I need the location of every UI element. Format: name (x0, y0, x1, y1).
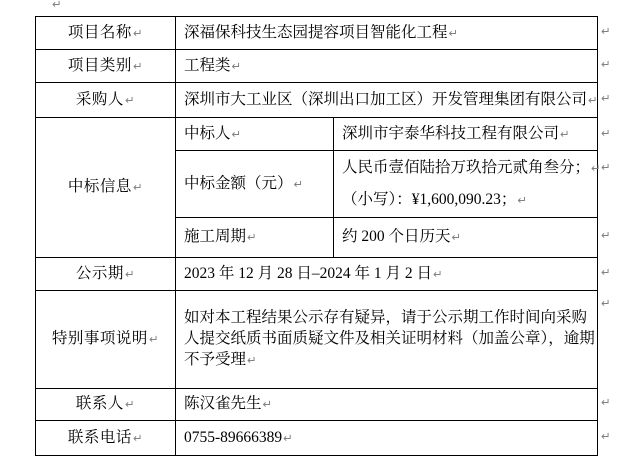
paragraph-mark-icon: ↵ (433, 266, 443, 281)
row-end-mark-icon: ↵ (601, 429, 611, 443)
contact-person-label: 联系人 (75, 395, 124, 413)
project-type-label-cell (36, 50, 176, 83)
winner-label: 中标人 (184, 124, 231, 142)
paragraph-mark-icon: ↵ (247, 352, 257, 367)
construction-period-label-cell (176, 218, 334, 258)
project-type-value: 工程类 (184, 56, 231, 74)
publicity-period-value: 2023 年 12 月 28 日–2024 年 1 月 2 日 (184, 264, 433, 282)
row-end-mark-icon: ↵ (601, 228, 611, 242)
publicity-period-label: 公示期 (75, 264, 124, 282)
special-note-label: 特别事项说明 (51, 330, 148, 348)
construction-period-value-cell (334, 218, 598, 258)
paragraph-mark-icon: ↵ (231, 126, 242, 141)
paragraph-mark-icon: ↵ (132, 430, 144, 445)
paragraph-mark-icon: ↵ (448, 25, 459, 40)
paragraph-mark-icon: ↵ (247, 230, 257, 245)
project-name-label-cell (36, 17, 176, 50)
award-info-label-cell (36, 118, 176, 258)
row-end-mark-icon: ↵ (601, 296, 611, 310)
table-row (36, 291, 598, 389)
table-row (36, 118, 598, 151)
row-end-mark-icon: ↵ (601, 160, 611, 174)
project-type-value-cell (176, 50, 598, 83)
project-name-value-cell (176, 17, 598, 50)
row-end-mark-icon: ↵ (601, 57, 611, 71)
special-note-value: 如对本工程结果公示存有疑异，请于公示期工作时间向采购人提交纸质书面质疑文件及相关证明材料（加盖公章），逾期不予受理 (184, 309, 595, 368)
table-row (36, 421, 598, 456)
paragraph-mark-icon: ↵ (451, 230, 462, 245)
publicity-period-label-cell (36, 258, 176, 291)
row-end-mark-icon: ↵ (601, 24, 611, 38)
contact-phone-label: 联系电话 (67, 428, 132, 446)
row-end-mark-icon: ↵ (601, 265, 611, 279)
paragraph-mark-icon: ↵ (148, 332, 160, 347)
project-name-value: 深福保科技生态园提容项目智能化工程 (184, 23, 448, 41)
paragraph-mark-icon: ↵ (132, 58, 144, 73)
purchaser-label-cell (36, 83, 176, 118)
row-end-mark-icon: ↵ (601, 395, 611, 409)
paragraph-mark-icon: ↵ (591, 161, 601, 175)
paragraph-mark-icon: ↵ (293, 176, 304, 191)
bid-award-table (35, 16, 601, 456)
contact-phone-label-cell (36, 421, 176, 456)
winner-value: 深圳市宇泰华科技工程有限公司 (342, 124, 560, 142)
amount-label: 中标金额（元） (184, 174, 293, 192)
table-row (36, 17, 598, 50)
purchaser-value: 深圳市大工业区（深圳出口加工区）开发管理集团有限公司 (184, 90, 588, 108)
paragraph-mark-icon: ↵ (132, 180, 144, 195)
winner-label-cell (176, 118, 334, 151)
table-row (36, 83, 598, 118)
table-row (36, 258, 598, 291)
project-type-label: 项目类别 (67, 56, 132, 74)
paragraph-mark-icon: ↵ (124, 92, 136, 107)
winner-value-cell (334, 118, 598, 151)
award-info-label: 中标信息 (67, 178, 132, 196)
table-row (36, 50, 598, 83)
paragraph-mark-icon: ↵ (124, 266, 136, 281)
paragraph-mark-icon: ↵ (132, 25, 144, 40)
contact-person-label-cell (36, 389, 176, 421)
amount-value-numeric: （小写）：¥1,600,090.23；↵ (342, 191, 528, 208)
paragraph-mark-icon: ↵ (231, 58, 242, 73)
amount-value-cell (334, 151, 601, 218)
contact-phone-value: 0755-89666389 (184, 428, 283, 446)
paragraph-mark-icon: ↵ (517, 193, 528, 207)
paragraph-mark-icon: ↵ (283, 430, 293, 445)
paragraph-mark-icon: ↵ (124, 397, 136, 412)
publicity-period-value-cell (176, 258, 598, 291)
paragraph-mark-icon: ↵ (588, 92, 598, 107)
contact-person-value: 陈汉雀先生 (184, 395, 262, 413)
paragraph-mark-icon: ↵ (262, 397, 273, 412)
contact-person-value-cell (176, 389, 598, 421)
amount-label-cell (176, 151, 334, 218)
amount-value-chinese: 人民币壹佰陆拾万玖拾元贰角叁分；↵ (342, 159, 601, 176)
special-note-value-cell (176, 291, 598, 389)
contact-phone-value-cell (176, 421, 598, 456)
paragraph-mark-icon: ↵ (560, 126, 570, 141)
purchaser-label: 采购人 (75, 90, 124, 108)
table-row (36, 389, 598, 421)
construction-period-value: 约 200 个日历天 (342, 228, 451, 246)
row-end-mark-icon: ↵ (601, 126, 611, 140)
special-note-label-cell (36, 291, 176, 389)
paragraph-mark-icon: ↵ (52, 0, 62, 11)
row-end-mark-icon: ↵ (601, 91, 611, 105)
project-name-label: 项目名称 (67, 23, 132, 41)
construction-period-label: 施工周期 (184, 228, 247, 246)
purchaser-value-cell (176, 83, 598, 118)
